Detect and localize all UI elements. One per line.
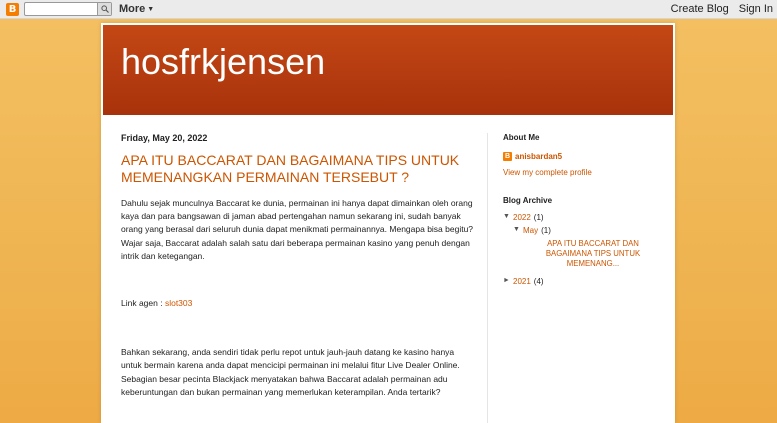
blogger-logo-icon[interactable]: B <box>6 3 19 16</box>
post-paragraph: Bahkan sekarang, anda sendiri tidak perlu repot untuk jauh-jauh datang ke kasino hanya untuk bermain karena anda dapat mencicipi permainan ini melalui fitur Live Dealer Online. Sebagian besar pecinta Blackjack menyatakan bahwa Baccarat adalah permainan adu keberuntungan dan bukan permainan yang memerlukan keterampilan. Anda tertarik? <box>121 347 460 397</box>
profile-row <box>503 152 663 161</box>
search-icon <box>101 5 109 13</box>
archive-post-row <box>503 239 663 269</box>
archive-month-row <box>503 226 663 235</box>
post-title[interactable]: APA ITU BACCARAT DAN BAGAIMANA TIPS UNTUK MEMENANGKAN PERMAINAN TERSEBUT ? <box>121 152 460 185</box>
link-prefix: Link agen : <box>121 298 165 309</box>
archive-post-link[interactable]: APA ITU BACCARAT DAN BAGAIMANA TIPS UNTUK MEMENANG... <box>545 239 641 268</box>
archive-count: (1) <box>541 226 551 235</box>
content-outer <box>101 23 675 423</box>
post-paragraph: Dahulu sejak munculnya Baccarat ke dunia, permainan ini hanya dapat dimainkan oleh orang kaya dan para bangsawan di jaman abad pertengahan namun sekarang ini, sudah banyak orang yang berasal dari seluruh dunia dapat menikmati permainannya. Mengapa bisa begitu? Wajar saja, Baccarat adalah salah satu dari beberapa permainan kasino yang penuh dengan intrik dan ketegangan. <box>121 198 474 261</box>
post-date: Friday, May 20, 2022 <box>121 133 208 143</box>
triangle-down-icon[interactable]: ▼ <box>503 213 510 220</box>
agent-link[interactable]: slot303 <box>164 298 193 309</box>
post-body <box>121 197 476 399</box>
more-menu[interactable] <box>119 3 154 15</box>
archive-year-row <box>503 213 663 222</box>
triangle-down-icon[interactable]: ▼ <box>513 226 520 233</box>
triangle-right-icon[interactable]: ► <box>503 277 510 284</box>
main-column <box>121 133 476 399</box>
sign-in-link[interactable]: Sign In <box>738 3 773 15</box>
navbar <box>0 0 777 19</box>
archive-month-link[interactable]: May <box>523 226 539 235</box>
blog-archive <box>503 213 663 286</box>
archive-year-link[interactable]: 2022 <box>513 213 531 222</box>
view-profile-link[interactable]: View my complete profile <box>503 168 592 177</box>
archive-year-link[interactable]: 2021 <box>513 277 531 286</box>
blog-header <box>103 25 673 115</box>
about-me-title: About Me <box>503 133 540 142</box>
column-divider <box>487 133 488 423</box>
sidebar <box>503 133 663 290</box>
search-input[interactable] <box>24 2 112 16</box>
blog-archive-title: Blog Archive <box>503 196 553 205</box>
create-blog-link[interactable]: Create Blog <box>670 3 729 15</box>
search-button[interactable] <box>97 3 111 15</box>
archive-year-row <box>503 277 663 286</box>
profile-name-link[interactable]: anisbardan5 <box>515 152 563 161</box>
archive-count: (4) <box>533 277 544 286</box>
caret-down-icon: ▼ <box>147 5 155 13</box>
agent-link-row <box>121 297 476 310</box>
more-label: More <box>119 3 146 15</box>
archive-count: (1) <box>533 213 544 222</box>
blogger-profile-icon: B <box>504 153 511 160</box>
blog-title[interactable]: hosfrkjensen <box>121 41 326 82</box>
